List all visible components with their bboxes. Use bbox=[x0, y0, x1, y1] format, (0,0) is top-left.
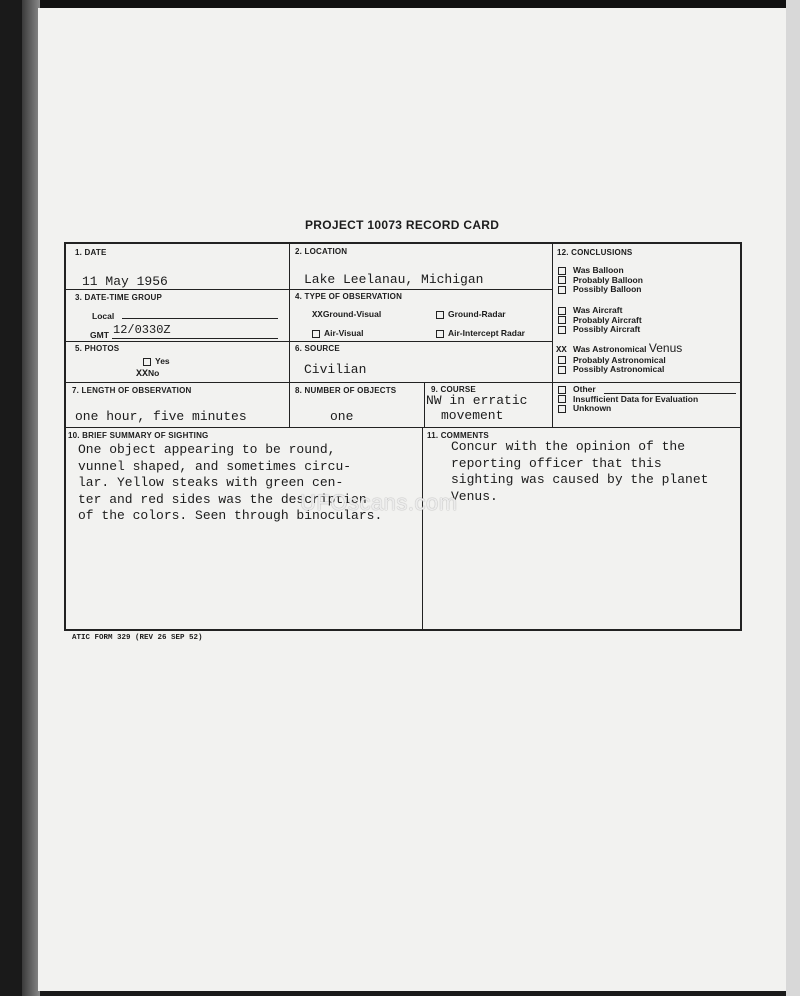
comments-text bbox=[451, 439, 708, 505]
probably-aircraft-text: Probably Aircraft bbox=[573, 314, 642, 325]
possibly-astronomical-text: Possibly Astronomical bbox=[573, 364, 665, 374]
photos-yes-option bbox=[143, 356, 170, 366]
grid-h-row4 bbox=[64, 427, 742, 428]
summary-line: of the colors. Seen through binoculars. bbox=[78, 508, 383, 523]
summary-line: vunnel shaped, and sometimes circu- bbox=[78, 458, 352, 474]
comments-line: reporting officer that this bbox=[451, 455, 662, 471]
other-underline bbox=[604, 393, 736, 394]
grid-v-course bbox=[424, 382, 425, 427]
form-footer: ATIC FORM 329 (REV 26 SEP 52) bbox=[72, 634, 203, 642]
probably-balloon-checkbox bbox=[558, 276, 566, 284]
possibly-aircraft-checkbox bbox=[558, 326, 566, 334]
scan-right-edge bbox=[786, 0, 800, 996]
location-label: 2. LOCATION bbox=[295, 247, 348, 256]
gmt-value: 12/0330Z bbox=[113, 323, 171, 337]
number-of-objects-value: one bbox=[330, 409, 354, 424]
type-of-observation-label: 4. TYPE OF OBSERVATION bbox=[295, 292, 403, 301]
conclusion-possibly-astronomical bbox=[556, 365, 682, 375]
photos-label: 5. PHOTOS bbox=[75, 344, 120, 353]
location-value: Lake Leelanau, Michigan bbox=[304, 272, 484, 287]
was-balloon-checkbox bbox=[558, 267, 566, 275]
ground-visual-text: Ground-Visual bbox=[322, 309, 382, 319]
possibly-balloon-checkbox bbox=[558, 286, 566, 294]
conclusion-unknown bbox=[558, 404, 698, 414]
ground-visual-option bbox=[312, 309, 381, 320]
air-intercept-radar-option bbox=[436, 328, 525, 338]
other-checkbox bbox=[558, 386, 566, 394]
photos-no-mark: XX bbox=[136, 369, 149, 380]
comments-line: Concur with the opinion of the bbox=[451, 439, 686, 454]
conclusions-other-group bbox=[558, 385, 698, 414]
summary-line: ter and red sides was the description bbox=[78, 491, 367, 507]
photos-yes-text: Yes bbox=[155, 356, 170, 366]
grid-h-row1 bbox=[64, 289, 553, 290]
was-astronomical-text: Was Astronomical bbox=[573, 344, 647, 354]
was-astronomical-mark: XX bbox=[556, 345, 567, 355]
comments-line: sighting was caused by the planet bbox=[451, 472, 709, 487]
conclusion-possibly-balloon bbox=[558, 285, 643, 295]
probably-astronomical-text: Probably Astronomical bbox=[573, 354, 666, 365]
was-aircraft-text: Was Aircraft bbox=[573, 305, 623, 315]
date-value: 11 May 1956 bbox=[82, 274, 168, 289]
summary-line: One object appearing to be round, bbox=[78, 442, 336, 457]
comments-label: 11. COMMENTS bbox=[427, 431, 489, 440]
number-of-objects-label: 8. NUMBER OF OBJECTS bbox=[295, 386, 397, 395]
comments-line: Venus. bbox=[451, 488, 498, 504]
ground-radar-option bbox=[436, 309, 506, 319]
probably-aircraft-checkbox bbox=[558, 316, 566, 324]
unknown-text: Unknown bbox=[573, 403, 612, 413]
ground-radar-checkbox bbox=[436, 311, 444, 319]
source-value: Civilian bbox=[304, 362, 367, 377]
length-value: one hour, five minutes bbox=[75, 409, 247, 424]
conclusions-astronomical-group bbox=[556, 341, 683, 375]
air-visual-option bbox=[312, 328, 364, 338]
was-balloon-text: Was Balloon bbox=[573, 265, 624, 275]
conclusion-possibly-aircraft bbox=[558, 325, 642, 335]
grid-v-col2 bbox=[552, 242, 553, 427]
local-underline bbox=[122, 318, 278, 319]
photos-no-text: No bbox=[148, 368, 160, 378]
date-time-group-label: 3. DATE-TIME GROUP bbox=[75, 293, 163, 302]
probably-astronomical-checkbox bbox=[558, 356, 566, 364]
possibly-balloon-text: Possibly Balloon bbox=[573, 284, 642, 294]
conclusions-aircraft-group bbox=[558, 306, 642, 335]
air-visual-checkbox bbox=[312, 330, 320, 338]
gmt-underline bbox=[112, 338, 278, 339]
air-visual-text: Air-Visual bbox=[324, 328, 364, 338]
grid-v-col1 bbox=[289, 242, 290, 427]
card-title: PROJECT 10073 RECORD CARD bbox=[305, 218, 500, 232]
grid-h-row3 bbox=[64, 382, 742, 383]
local-label: Local bbox=[92, 311, 115, 321]
possibly-astronomical-checkbox bbox=[558, 366, 566, 374]
other-text: Other bbox=[573, 384, 596, 394]
gmt-label: GMT bbox=[90, 330, 109, 340]
photos-no-option bbox=[136, 368, 159, 380]
ground-visual-mark: XX bbox=[312, 310, 323, 320]
probably-balloon-text: Probably Balloon bbox=[573, 274, 643, 285]
date-label: 1. DATE bbox=[75, 248, 107, 257]
insufficient-data-checkbox bbox=[558, 395, 566, 403]
grid-h-row2 bbox=[64, 341, 553, 342]
insufficient-data-text: Insufficient Data for Evaluation bbox=[573, 393, 699, 404]
air-intercept-radar-text: Air-Intercept Radar bbox=[448, 328, 525, 338]
unknown-checkbox bbox=[558, 405, 566, 413]
ground-radar-text: Ground-Radar bbox=[448, 309, 506, 319]
length-label: 7. LENGTH OF OBSERVATION bbox=[72, 386, 192, 395]
summary-label: 10. BRIEF SUMMARY OF SIGHTING bbox=[68, 431, 209, 440]
venus-handwritten: Venus bbox=[648, 341, 683, 355]
source-label: 6. SOURCE bbox=[295, 344, 340, 353]
watermark: UFOscans.com bbox=[300, 490, 458, 515]
grid-v-comments bbox=[422, 427, 423, 631]
possibly-aircraft-text: Possibly Aircraft bbox=[573, 324, 641, 334]
course-label: 9. COURSE bbox=[431, 385, 476, 394]
course-line1: NW in erratic bbox=[426, 393, 528, 408]
air-intercept-radar-checkbox bbox=[436, 330, 444, 338]
conclusions-label: 12. CONCLUSIONS bbox=[557, 248, 633, 257]
was-aircraft-checkbox bbox=[558, 307, 566, 315]
summary-line: lar. Yellow steaks with green cen- bbox=[78, 475, 344, 490]
photos-yes-checkbox bbox=[143, 358, 151, 366]
conclusions-balloon-group bbox=[558, 266, 643, 295]
course-line2: movement bbox=[441, 408, 504, 423]
